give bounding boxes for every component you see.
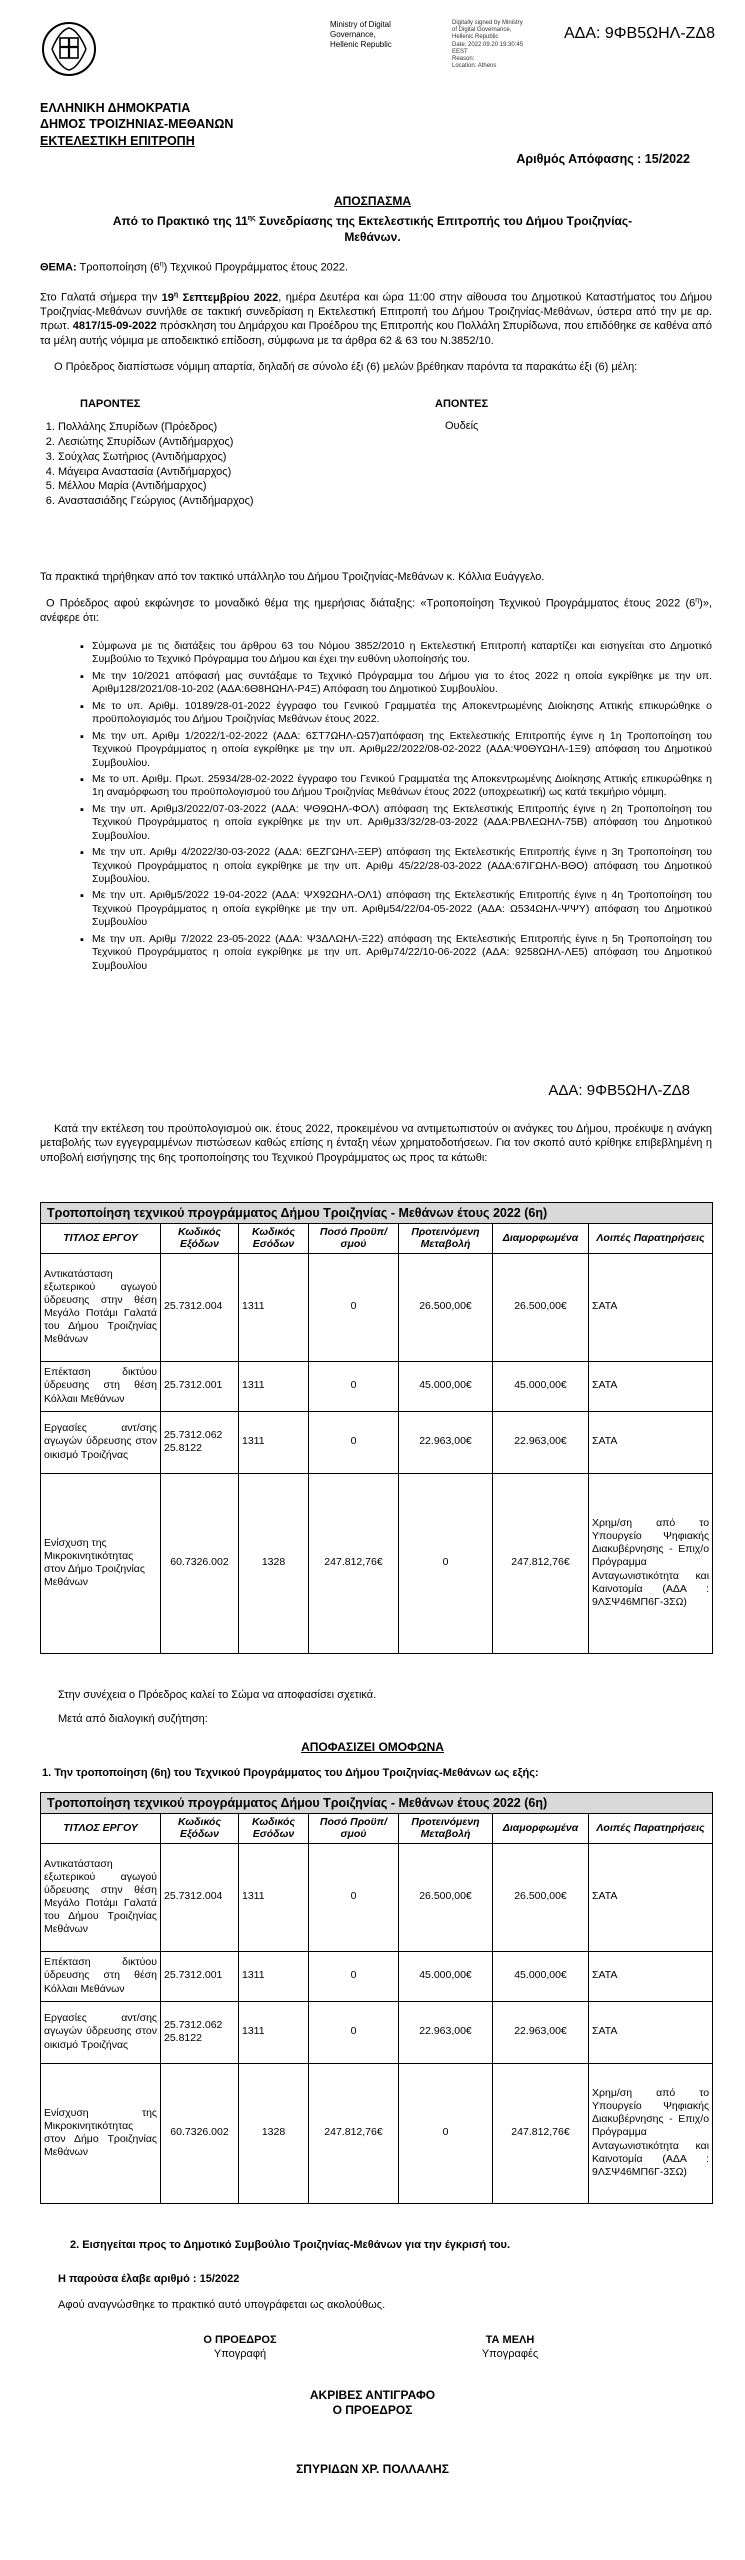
list-item: 6. Αναστασιάδης Γεώργιος (Αντιδήμαρχος) [58, 494, 712, 509]
after-table-text: Στην συνέχεια ο Πρόεδρος καλεί το Σώμα να αποφασίσει σχετικά. [58, 1689, 377, 1701]
ada-code: ΑΔΑ: 9ΦΒ5ΩΗΛ-ΖΔ8 [563, 25, 715, 42]
true-copy-title: ΑΚΡΙΒΕΣ ΑΝΤΙΓΡΑΦΟ Ο ΠΡΟΕΔΡΟΣ [309, 2388, 436, 2417]
table-header-row: ΤΙΤΛΟΣ ΕΡΓΟΥ Κωδικός Εξόδων Κωδικός Εσόδων Ποσό Προϋπ/σμού Προτεινόμενη Μεταβολή Διαμορφωμένα Λοιπές Παρατηρήσεις [41, 1814, 713, 1843]
minutes-note: Τα πρακτικά τηρήθηκαν από τον τακτικό υπάλληλο του Δήμου Τροιζηνίας-Μεθάνων κ. Κόλλια Ευάγγελο. [40, 571, 545, 583]
present-list [40, 420, 712, 509]
decision-item-2: 2. Εισηγείται προς το Δημοτικό Συμβούλιο Τροιζηνίας-Μεθάνων για την έγκρισή του. [70, 2239, 510, 2251]
page2-intro: Κατά την εκτέλεση του προϋπολογισμού οικ. έτους 2022, προκειμένου να αντιμετωπιστούν οι ανάγκες του Δήμου, προέκυψε η ανάγκη μεταβολής των εγγεγραμμένων πιστώσεων καθώς επίσης η ένταξη νέων χρηματοδοτήσεων. Για τον σκοπό αυτό κρίθηκε επιβεβλημένη η υποβολή εισήγησης της 6ης τροποποίησης του Τεχνικού Προγράμματος ως προς τα κάτωθι: [40, 1123, 712, 1164]
list-item: ▪ Με την υπ. Αριθμ 4/2022/30-03-2022 (ΑΔΑ: 6ΕΖΓΩΗΛ-ΞΕΡ) απόφαση της Εκτελεστικής Επιτροπής έγινε η 3η Τροποποίηση του Τεχνικού Προγράμματος η οποία εγκρίθηκε με την υπ. Αριθμ 45/22/28-03-2022 (ΑΔΑ:67ΙΓΩΗΛ-ΒΘΟ) απόφαση του Δημοτικού Συμβουλίου. [80, 846, 712, 886]
table-header-row: ΤΙΤΛΟΣ ΕΡΓΟΥ Κωδικός Εξόδων Κωδικός Εσόδων Ποσό Προϋπ/σμού Προτεινόμενη Μεταβολή Διαμορφωμένα Λοιπές Παρατηρήσεις [41, 1224, 713, 1253]
excerpt-title: ΑΠΟΣΠΑΣΜΑ [333, 194, 412, 208]
list-item: ▪ Με την υπ. Αριθμ3/2022/07-03-2022 (ΑΔΑ: ΨΘ9ΩΗΛ-ΦΟΛ) απόφαση της Εκτελεστικής Επιτροπής έγινε η 2η Τροποποίηση του Τεχνικού Προγράμματος η οποία εγκρίθηκε με την υπ. Αριθμ33/32/28-03-2022 (ΑΔΑ:ΡΒΛΕΩΗΛ-75Β) απόφαση του Δημοτικού Συμβουλίου. [80, 803, 712, 843]
table-row: Αντικατάσταση εξωτερικού αγωγού ύδρευσης στην θέση Μεγάλο Ποτάμι Γαλατά του Δήμου Τροιζηνίας Μεθάνων 25.7312.004 1311 0 26.500,00€ 26.500,00€ ΣΑΤΑ [41, 1843, 713, 1951]
quorum-paragraph: Ο Πρόεδρος διαπίστωσε νόμιμη απαρτία, δηλαδή σε σύνολο έξι (6) μελών βρέθηκαν παρόντα τα παρακάτω έξι (6) μέλη: [54, 361, 638, 373]
agenda-intro: Ο Πρόεδρος αφού εκφώνησε το μοναδικό θέμα της ημερήσιας διάταξης: «Τροποποίηση Τεχνικού Προγράμματος έτους 2022 $(6^\eta)$», ανέφερε ότι: [40, 597, 712, 624]
list-item: 2. Λεσιώτης Σπυρίδων (Αντιδήμαρχος) [58, 435, 712, 450]
table-row: Εργασίες αντ/σης αγωγών ύδρευσης στον οικισμό Τροιζήνας 25.7312.062 25.8122 1311 0 22.963,00€ 22.963,00€ ΣΑΤΑ [41, 2001, 713, 2063]
table-row: Επέκταση δικτύου ύδρευσης στη θέση Κόλλαιι Μεθάνων 25.7312.001 1311 0 45.000,00€ 45.000,00€ ΣΑΤΑ [41, 1361, 713, 1411]
list-item: 3. Σούχλας Σωτήριος (Αντιδήμαρχος) [58, 450, 712, 465]
list-item: 1. Πολλάλης Σπυρίδων (Πρόεδρος) [58, 420, 712, 435]
list-item: 5. Μέλλου Μαρία (Αντιδήμαρχος) [58, 479, 712, 494]
list-item: ▪ Με το υπ. Αριθμ. Πρωτ. 25934/28-02-2022 έγγραφο του Γενικού Γραμματέα της Αποκεντρωμένης Διοίκησης Αττικής επικυρώθηκε η 1η αναμόρφωση του προϋπολογισμού του Δήμου Τροιζηνίας Μεθάνων έτους 2022 (υποχρεωτική) ως κατά τεκμήριο νόμιμη. [80, 773, 712, 800]
read-signed-text: Αφού αναγνώσθηκε το πρακτικό αυτό υπογράφεται ως ακολούθως. [58, 2299, 386, 2311]
list-item: ▪ Με την 10/2021 απόφασή μας συντάξαμε το Τεχνικό Πρόγραμμα του Δήμου για το έτος 2022 η οποία εγκρίθηκε με την υπ. Αριθμ128/2021/08-10-202 (ΑΔΑ:6Θ8ΗΩΗΛ-Ρ4Ξ) Απόφαση του Δημοτικού Συμβουλίου. [80, 670, 712, 697]
organization-header: ΕΛΛΗΝΙΚΗ ΔΗΜΟΚΡΑΤΙΑ ΔΗΜΟΣ ΤΡΟΙΖΗΝΙΑΣ-ΜΕΘΑΝΩΝ ΕΚΤΕΛΕΣΤΙΚΗ ΕΠΙΤΡΟΠΗ [40, 101, 234, 148]
digital-signer: Ministry of Digital Governance, Hellenic Republic [330, 20, 392, 49]
greek-emblem-icon [40, 20, 98, 78]
decision-number: Αριθμός Απόφασης : 15/2022 [516, 152, 690, 166]
excerpt-subtitle: Από το Πρακτικό της $11^{\eta\varsigma}$ Συνεδρίασης της Εκτελεστικής Επιτροπής του Δήμου Τροιζηνίας- Μεθάνων. [112, 214, 633, 244]
program-table-2 [40, 1792, 713, 2204]
list-item: 4. Μάγειρα Αναστασία (Αντιδήμαρχος) [58, 465, 712, 480]
list-item: ▪ Με το υπ. Αριθμ. 10189/28-01-2022 έγγραφο του Γενικού Γραμματέα της Αποκεντρωμένης Διοίκησης Αττικής επικυρώθηκε ο προϋπολογισμός του Δήμου Τροιζηνίας Μεθάνων έτους 2022. [80, 700, 712, 727]
table-row: Ενίσχυση της Μικροκινητικότητας στον Δήμο Τροιζηνίας Μεθάνων 60.7326.002 1328 247.812,76€ 0 247.812,76€ Χρημ/ση από το Υπουργείο Ψηφιακής Διακυβέρνησης - Επιχ/ο Πρόγραμμα Ανταγωνιστικότητα και Καινοτομία (ΑΔΑ : 9ΛΣΨ46ΜΠ6Γ-3ΣΩ) [41, 2063, 713, 2203]
president-name: ΣΠΥΡΙΔΩΝ ΧΡ. ΠΟΛΛΑΛΗΣ [296, 2462, 449, 2476]
table-title: Τροποποίηση τεχνικού προγράμματος Δήμου Τροιζηνίας - Μεθάνων έτους 2022 (6η) [41, 1793, 713, 1814]
table-row: Εργασίες αντ/σης αγωγών ύδρευσης στον οικισμό Τροιζήνας 25.7312.062 25.8122 1311 0 22.963,00€ 22.963,00€ ΣΑΤΑ [41, 1411, 713, 1473]
program-table-1 [40, 1202, 713, 1654]
table-row: Αντικατάσταση εξωτερικού αγωγού ύδρευσης στην θέση Μεγάλο Ποτάμι Γαλατά του Δήμου Τροιζηνίας Μεθάνων 25.7312.004 1311 0 26.500,00€ 26.500,00€ ΣΑΤΑ [41, 1253, 713, 1361]
ada-code-page2: ΑΔΑ: 9ΦΒ5ΩΗΛ-ΖΔ8 [548, 1082, 690, 1099]
table-row: Επέκταση δικτύου ύδρευσης στη θέση Κόλλαιι Μεθάνων 25.7312.001 1311 0 45.000,00€ 45.000,00€ ΣΑΤΑ [41, 1951, 713, 2001]
decision-item-1: 1. Την τροποποίηση (6η) του Τεχνικού Προγράμματος του Δήμου Τροιζηνίας-Μεθάνων ως εξής: [42, 1767, 539, 1779]
received-number: Η παρούσα έλαβε αριθμό : 15/2022 [58, 2273, 240, 2285]
decision-heading: ΑΠΟΦΑΣΙΖΕΙ ΟΜΟΦΩΝΑ [301, 1740, 444, 1754]
absent-label: ΑΠΟΝΤΕΣ [435, 398, 489, 410]
list-item: ▪ Με την υπ. Αριθμ 7/2022 23-05-2022 (ΑΔΑ: Ψ3ΔΛΩΗΛ-Ξ22) απόφαση της Εκτελεστικής Επιτροπής έγινε η 5η Τροποποίηση του Τεχνικού Προγράμματος η οποία εγκρίθηκε με την υπ. Αριθμ74/22/10-06-2022 (ΑΔΑ: 9258ΩΗΛ-ΛΕ5) απόφαση του Δημοτικού Συμβουλίου [80, 933, 712, 973]
present-label: ΠΑΡΟΝΤΕΣ [80, 398, 141, 410]
subject-line: ΘΕΜΑ: Τροποποίηση $(6^\eta)$ Τεχνικού Προγράμματος έτους 2022. [40, 261, 349, 274]
members-signature: ΤΑ ΜΕΛΗ Υπογραφές [481, 2334, 539, 2360]
agenda-bullets [80, 640, 712, 976]
intro-paragraph: Στο Γαλατά σήμερα την $19^\eta$ Σεπτεμβρίου 2022, ημέρα Δευτέρα και ώρα 11:00 στην αίθουσα του Δημοτικού Καταστήματος του Δήμου Τροιζηνίας-Μεθάνων συνήλθε σε τακτική συνεδρίαση η Εκτελεστική Επιτροπή του Δήμου Τροιζηνίας-Μεθάνων, ύστερα από την με αρ. πρωτ. 4817/15-09-2022 πρόσκληση του Δημάρχου και Προέδρου της Επιτροπής κου Πολλάλη Σπυρίδωνα, που επιδόθηκε σε καθένα από τα μέλη αυτής νόμιμα με αποδεικτικό επίδοση, σύμφωνα με τα άρθρα 62 & 63 του Ν.3852/10. [40, 291, 712, 347]
president-signature: Ο ΠΡΟΕΔΡΟΣ Υπογραφή [203, 2334, 277, 2360]
discussion-text: Μετά από διαλογική συζήτηση: [58, 1713, 208, 1725]
list-item: ▪ Με την υπ. Αριθμ 1/2022/1-02-2022 (ΑΔΑ: 6ΣΤ7ΩΗΛ-Ω57)απόφαση της Εκτελεστικής Επιτροπής έγινε η 1η Τροποποίηση του Τεχνικού Προγράμματος η οποία εγκρίθηκε με την υπ. Αριθμ22/2022/08-02-2022 (ΑΔΑ:Ψ0ΘΥΩΗΛ-1Ξ9) απόφαση του Δημοτικού Συμβουλίου. [80, 730, 712, 770]
signature-metadata: Digitally signed by Ministry of Digital Governance, Hellenic Republic Date: 2022.09.20 19:30:45 EEST Reason: Location: Athens [452, 20, 524, 70]
table-row: Ενίσχυση της Μικροκινητικότητας στον Δήμο Τροιζηνίας Μεθάνων 60.7326.002 1328 247.812,76€ 0 247.812,76€ Χρημ/ση από το Υπουργείο Ψηφιακής Διακυβέρνησης - Επιχ/ο Πρόγραμμα Ανταγωνιστικότητα και Καινοτομία (ΑΔΑ : 9ΛΣΨ46ΜΠ6Γ-3ΣΩ) [41, 1473, 713, 1653]
absent-value: Ουδείς [445, 420, 479, 432]
list-item: ▪ Σύμφωνα με τις διατάξεις του άρθρου 63 του Νόμου 3852/2010 η Εκτελεστική Επιτροπή καταρτίζει και εισηγείται στο Δημοτικό Συμβούλιο το Τεχνικό Πρόγραμμα του Δήμου και έχει την ευθύνη υλοποίησής του. [80, 640, 712, 667]
attendance [40, 398, 712, 509]
table-title: Τροποποίηση τεχνικού προγράμματος Δήμου Τροιζηνίας - Μεθάνων έτους 2022 (6η) [41, 1203, 713, 1224]
list-item: ▪ Με την υπ. Αριθμ5/2022 19-04-2022 (ΑΔΑ: ΨΧ92ΩΗΛ-ΟΛ1) απόφαση της Εκτελεστικής Επιτροπής έγινε η 4η Τροποποίηση του Τεχνικού Προγράμματος η οποία εγκρίθηκε με την υπ. Αριθμ54/22/04-05-2022 (ΑΔΑ: Ω534ΩΗΛ-ΨΨΥ) απόφαση του Δημοτικού Συμβουλίου [80, 889, 712, 929]
